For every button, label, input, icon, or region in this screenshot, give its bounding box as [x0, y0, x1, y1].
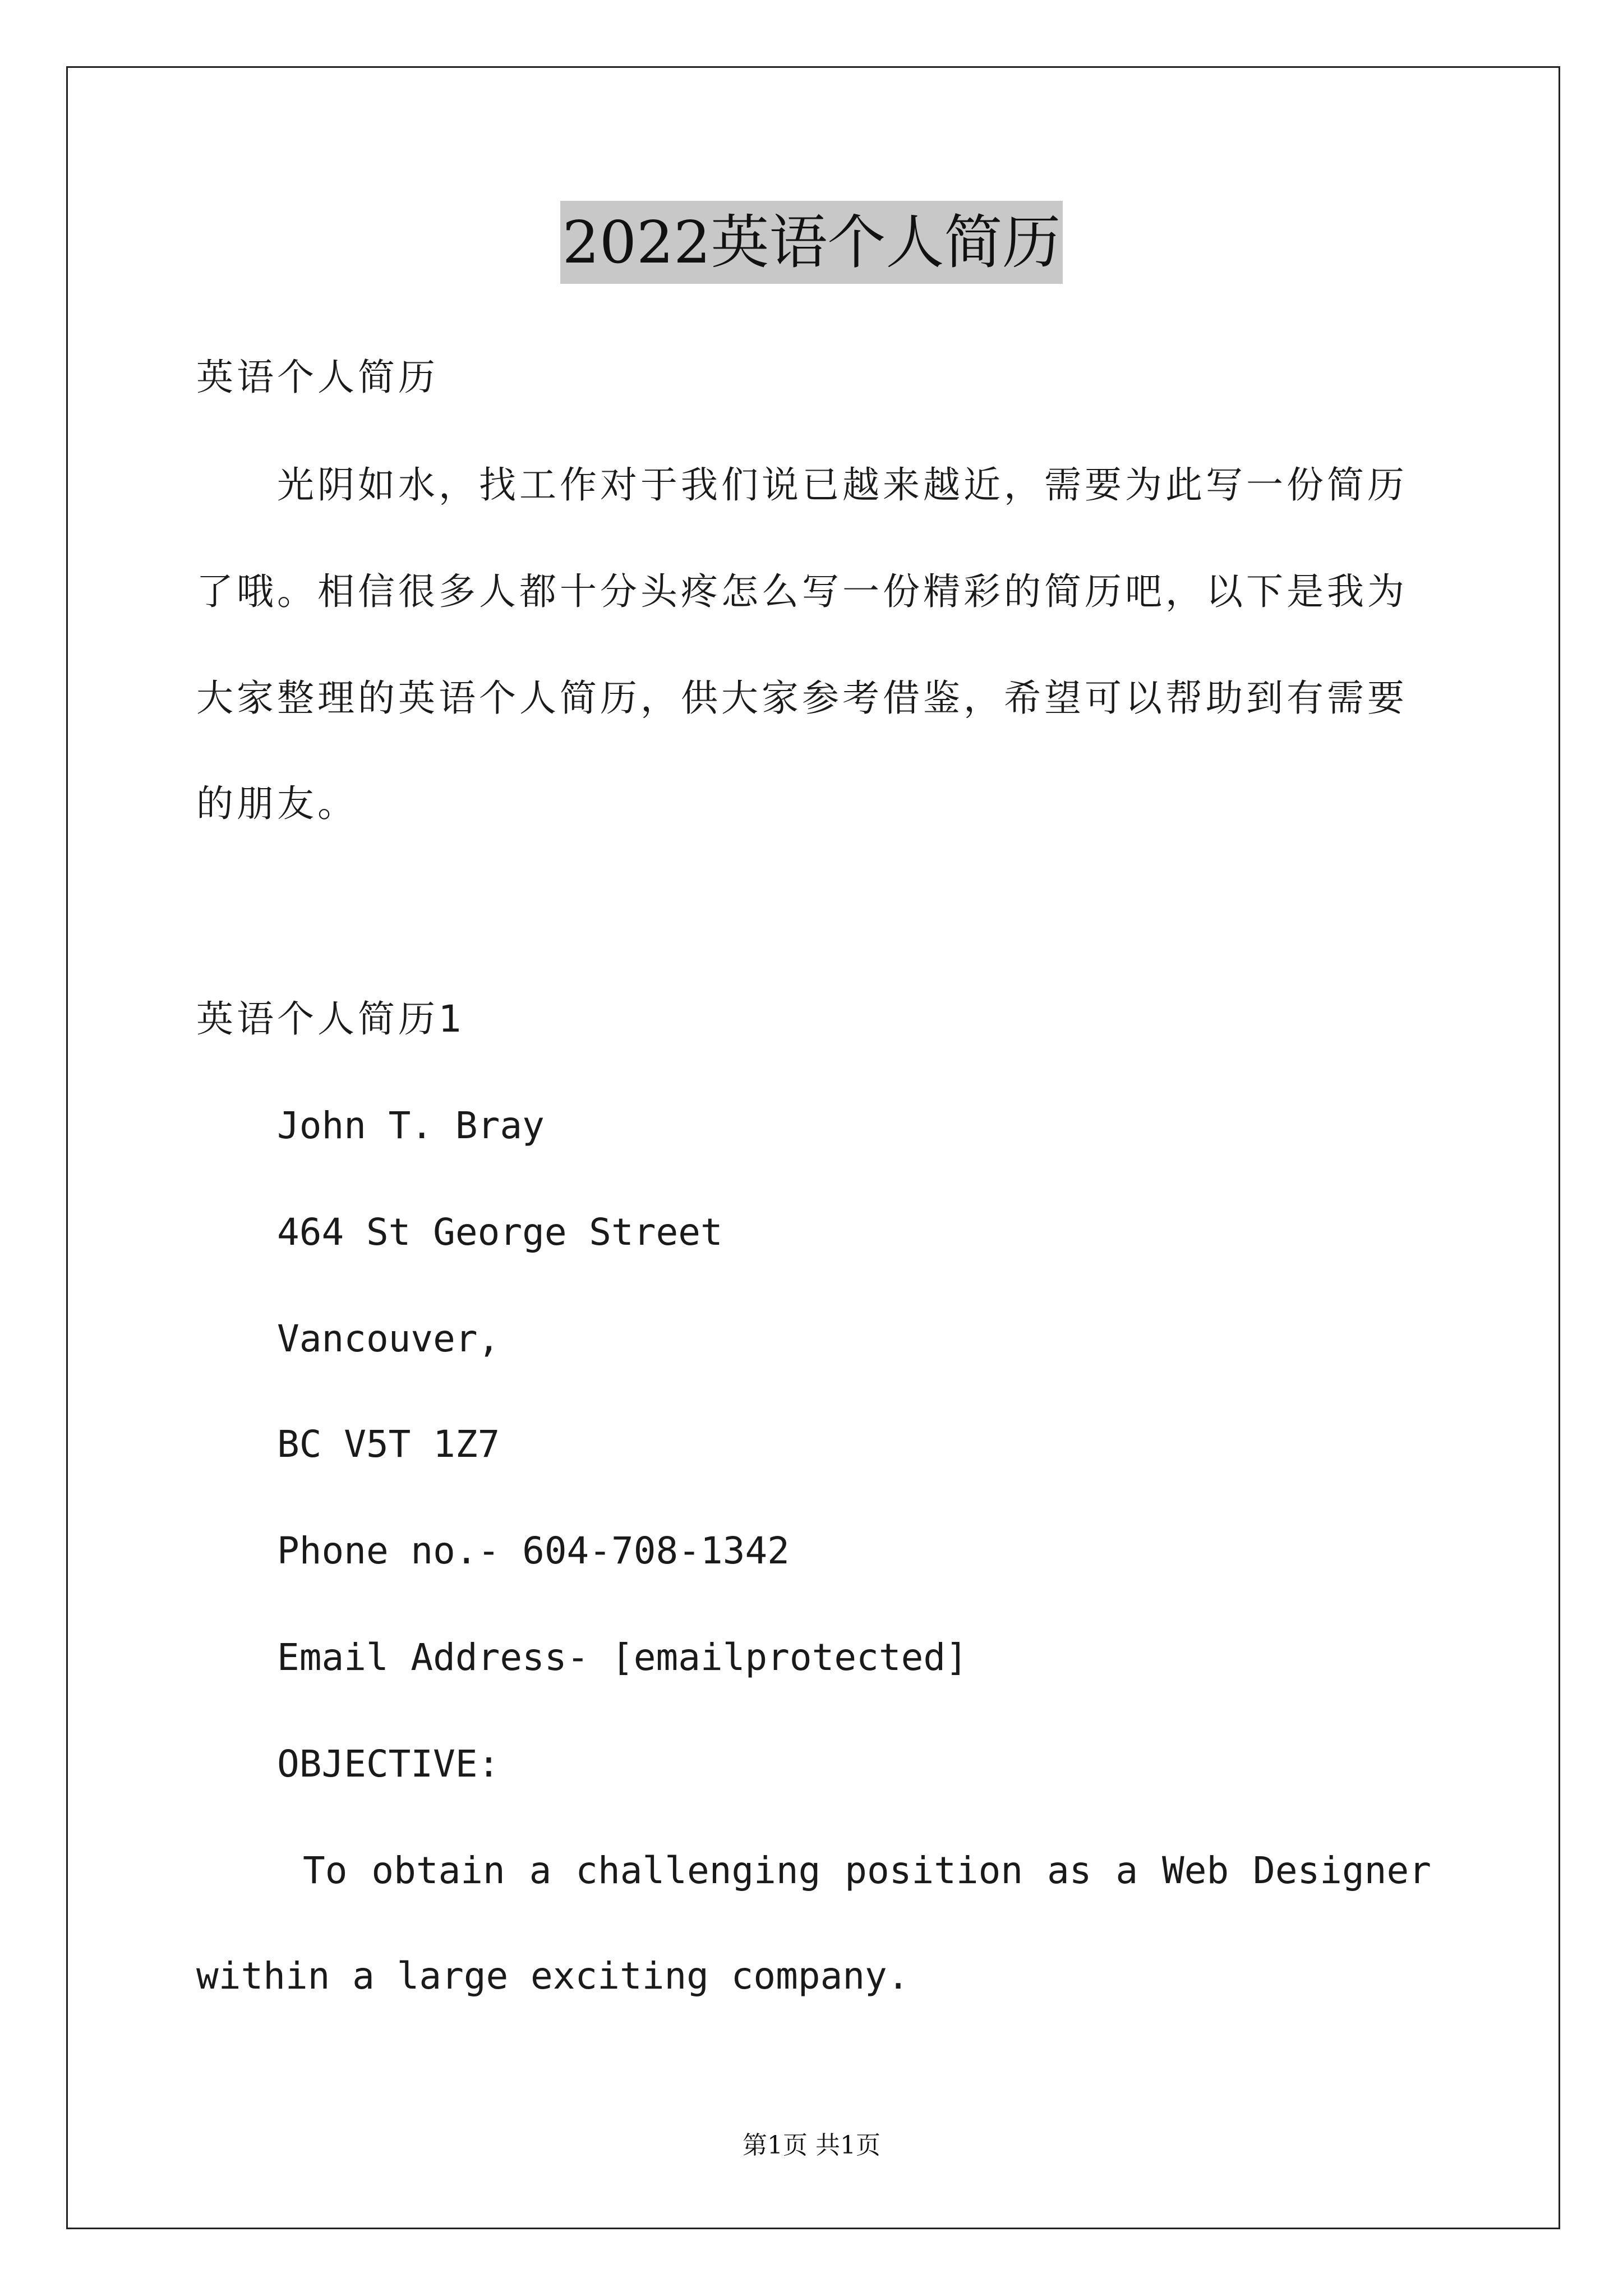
objective-label: OBJECTIVE: — [277, 1742, 500, 1786]
contact-city: Vancouver, — [277, 1317, 500, 1360]
contact-phone: Phone no.- 604-708-1342 — [277, 1529, 790, 1572]
intro-line-1: 光阴如水，找工作对于我们说已越来越近，需要为此写一份简历 — [277, 463, 1408, 507]
document-title: 2022英语个人简历 — [560, 201, 1063, 284]
page-footer: 第1页 共1页 — [743, 2131, 880, 2160]
objective-line-2: within a large exciting company. — [196, 1954, 910, 1998]
intro-line-4: 的朋友。 — [196, 782, 358, 825]
intro-line-3: 大家整理的英语个人简历，供大家参考借鉴，希望可以帮助到有需要 — [196, 677, 1408, 720]
contact-email: Email Address- [emailprotected] — [277, 1636, 968, 1679]
title-wrapper — [0, 201, 1623, 284]
document-subtitle: 英语个人简历 — [196, 356, 439, 399]
objective-line-1: To obtain a challenging position as a Web Designer — [303, 1849, 1431, 1892]
intro-line-2: 了哦。相信很多人都十分头疼怎么写一份精彩的简历吧，以下是我为 — [196, 570, 1408, 613]
contact-name: John T. Bray — [277, 1104, 545, 1147]
contact-street: 464 St George Street — [277, 1211, 723, 1254]
contact-postal: BC V5T 1Z7 — [277, 1423, 500, 1466]
section-heading: 英语个人简历1 — [196, 997, 465, 1041]
